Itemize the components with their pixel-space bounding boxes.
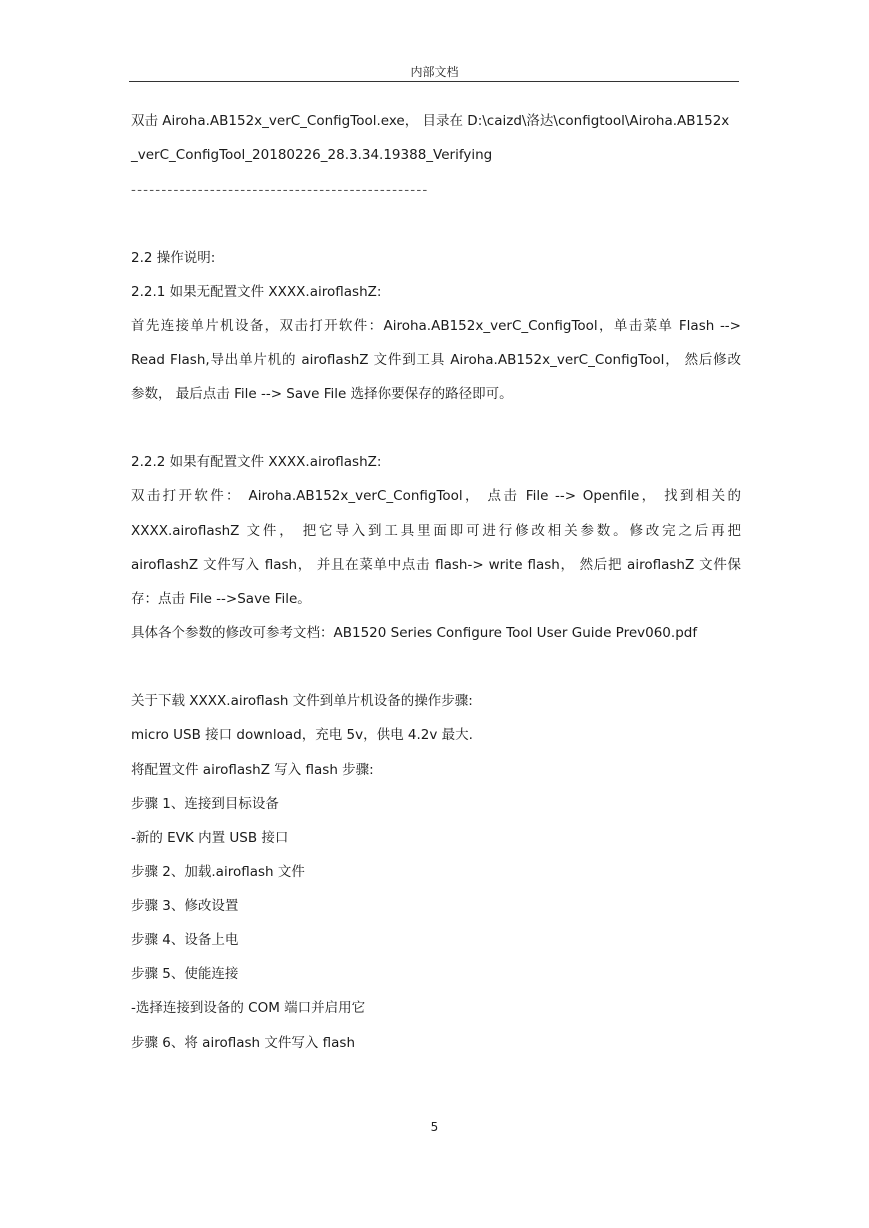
section-2-2-2-line-3: airoflashZ 文件写入 flash， 并且在菜单中点击 flash-> write flash， 然后把 airoflashZ 文件保 — [131, 557, 741, 573]
section-2-2-1-line-1: 首先连接单片机设备，双击打开软件：Airoha.AB152x_verC_ConfigTool，单击菜单 Flash --> — [131, 318, 741, 334]
step-item: 步骤 3、修改设置 — [131, 898, 239, 914]
usb-note: micro USB 接口 download，充电 5v，供电 4.2v 最大. — [131, 727, 473, 743]
section-2-2-1-heading: 2.2.1 如果无配置文件 XXXX.airoflashZ: — [131, 284, 382, 300]
step-item: 步骤 4、设备上电 — [131, 932, 239, 948]
page-header-title: 内部文档 — [410, 65, 459, 79]
steps-heading: 将配置文件 airoflashZ 写入 flash 步骤: — [131, 762, 374, 778]
reference-doc-line: 具体各个参数的修改可参考文档：AB1520 Series Configure Tool User Guide Prev060.pdf — [131, 625, 698, 641]
intro-line-1: 双击 Airoha.AB152x_verC_ConfigTool.exe， 目录在 D:\caizd\洛达\configtool\Airoha.AB152x — [131, 113, 730, 129]
step-item: -选择连接到设备的 COM 端口并启用它 — [131, 1000, 366, 1016]
step-item: 步骤 6、将 airoflash 文件写入 flash — [131, 1035, 356, 1051]
section-2-2-2-line-4: 存：点击 File -->Save File。 — [131, 591, 311, 607]
download-heading: 关于下载 XXXX.airoflash 文件到单片机设备的操作步骤: — [131, 693, 473, 709]
intro-line-2: _verC_ConfigTool_20180226_28.3.34.19388_Verifying — [131, 147, 493, 163]
header-rule — [129, 81, 739, 82]
step-item: 步骤 1、连接到目标设备 — [131, 796, 279, 812]
page-number: 5 — [430, 1120, 439, 1134]
step-item: 步骤 5、使能连接 — [131, 966, 239, 982]
separator-line: ------------------------------------------------- — [131, 182, 429, 198]
section-2-2-2-line-2: XXXX.airoflashZ 文件， 把它导入到工具里面即可进行修改相关参数。修改完之后再把 — [131, 523, 741, 539]
step-item: 步骤 2、加载.airoflash 文件 — [131, 864, 305, 880]
section-2-2-heading: 2.2 操作说明: — [131, 250, 216, 266]
step-item: -新的 EVK 内置 USB 接口 — [131, 830, 289, 846]
section-2-2-1-line-2: Read Flash,导出单片机的 airoflashZ 文件到工具 Airoha.AB152x_verC_ConfigTool， 然后修改 — [131, 352, 741, 368]
section-2-2-2-heading: 2.2.2 如果有配置文件 XXXX.airoflashZ: — [131, 454, 382, 470]
section-2-2-1-line-3: 参数， 最后点击 File --> Save File 选择你要保存的路径即可。 — [131, 386, 513, 402]
section-2-2-2-line-1: 双击打开软件： Airoha.AB152x_verC_ConfigTool， 点击 File --> Openfile， 找到相关的 — [131, 488, 741, 504]
